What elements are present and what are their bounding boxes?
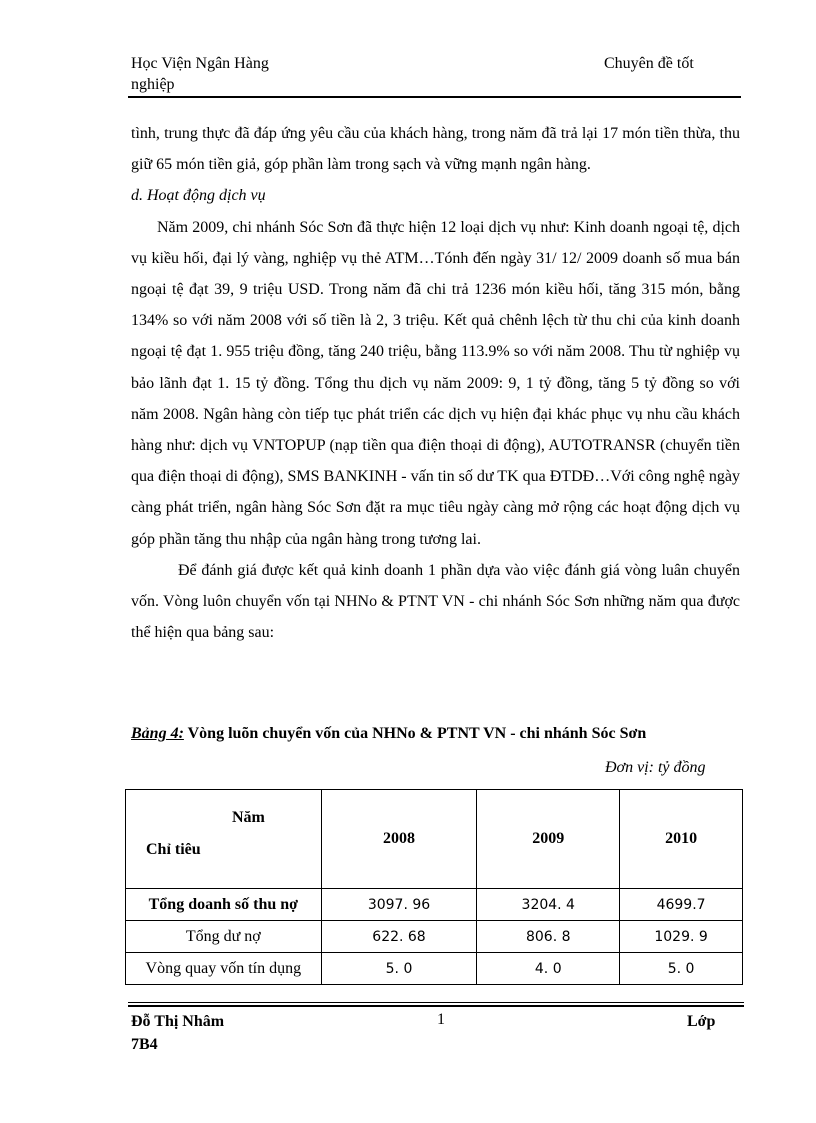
header-institution: Học Viện Ngân Hàng — [131, 55, 269, 72]
table-row — [126, 921, 743, 953]
table-cell: 5. 0 — [321, 953, 477, 985]
paragraph-3: Để đánh giá được kết quả kinh doanh 1 phần dựa vào việc đánh giá vòng luân chuyển vốn. Vòng luôn chuyển vốn tại NHNo & PTNT VN - chi nhánh Sóc Sơn những năm qua được thể hiện qua bảng sau: — [131, 561, 740, 642]
table-cell: 622. 68 — [321, 921, 477, 953]
table-unit: Đơn vị: tỷ đồng — [605, 759, 706, 776]
footer-author: Đỗ Thị Nhâm — [131, 1013, 225, 1030]
header-year: 2010 — [620, 790, 743, 889]
footer-rule — [128, 1005, 744, 1007]
table-row — [126, 953, 743, 985]
table-cell: 5. 0 — [620, 953, 743, 985]
corner-year-label: Năm — [232, 809, 265, 826]
table-header-row — [126, 790, 743, 889]
table-caption-text: Vòng luõn chuyển vốn của NHNo & PTNT VN - chi nhánh Sóc Sơn — [183, 725, 647, 742]
section-heading: d. Hoạt động dịch vụ — [131, 187, 266, 205]
table-corner-cell — [126, 790, 322, 889]
row-label: Tổng doanh số thu nợ — [126, 889, 322, 921]
row-label: Vòng quay vốn tín dụng — [126, 953, 322, 985]
paragraph-2: Năm 2009, chi nhánh Sóc Sơn đã thực hiện 12 loại dịch vụ như: Kinh doanh ngoại tệ, dịch vụ kiều hối, đại lý vàng, nghiệp vụ thẻ ATM…Tónh đến ngày 31/ 12/ 2009 doanh số mua bán ngoại tệ đạt 39, 9 triệu USD. Trong năm đã chi trả 1236 món kiều hối, tăng 315 món, bằng 134% so với năm 2008 với số tiền là 2, 3 triệu. Kết quả chênh lệch từ thu chi của kinh doanh ngoại tệ đạt 1. 955 triệu đồng, tăng 240 triệu, bằng 113.9% so với năm 2008. Thu từ nghiệp vụ bảo lãnh đạt 1. 15 tỷ đồng. Tổng thu dịch vụ năm 2009: 9, 1 tỷ đồng, tăng 5 tỷ đồng so với năm 2008. Ngân hàng còn tiếp tục phát triển các dịch vụ hiện đại khác phục vụ nhu cầu khách hàng như: dịch vụ VNTOPUP (nạp tiền qua điện thoại di động), AUTOTRANSR (chuyển tiền qua điện thoại di động), SMS BANKINH - vấn tin số dư TK qua ĐTDĐ…Với công nghệ ngày càng phát triển, ngân hàng Sóc Sơn đặt ra mục tiêu ngày càng mở rộng các hoạt động dịch vụ góp phần tăng thu nhập của ngân hàng trong tương lai. — [131, 218, 740, 548]
table-cell: 4. 0 — [477, 953, 620, 985]
table-cell: 3097. 96 — [321, 889, 477, 921]
table-caption — [131, 723, 646, 745]
header-year: 2008 — [321, 790, 477, 889]
header-doc-type: Chuyên đề tốt — [604, 55, 694, 72]
header-left — [131, 53, 269, 95]
table-caption-label: Bảng 4: — [131, 725, 184, 742]
row-label: Tổng dư nợ — [126, 921, 322, 953]
footer-class-label: Lớp — [687, 1013, 716, 1030]
footer-page-number: 1 — [437, 1011, 445, 1028]
paragraph-1: tình, trung thực đã đáp ứng yêu cầu của khách hàng, trong năm đã trả lại 17 món tiền thừa, thu giữ 65 món tiền giả, góp phần làm trong sạch và vững mạnh ngân hàng. — [131, 125, 740, 174]
table-cell: 806. 8 — [477, 921, 620, 953]
corner-indicator-label: Chỉ tiêu — [146, 841, 201, 858]
header-wrap-text: nghiệp — [131, 76, 175, 93]
header-year: 2009 — [477, 790, 620, 889]
table-cell: 4699.7 — [620, 889, 743, 921]
body-text — [131, 118, 740, 648]
footer-rule — [128, 1002, 744, 1003]
data-table — [125, 789, 743, 985]
header-rule — [128, 96, 741, 98]
footer-class-value: 7B4 — [131, 1036, 158, 1053]
table-cell: 1029. 9 — [620, 921, 743, 953]
table-row — [126, 889, 743, 921]
table-cell: 3204. 4 — [477, 889, 620, 921]
